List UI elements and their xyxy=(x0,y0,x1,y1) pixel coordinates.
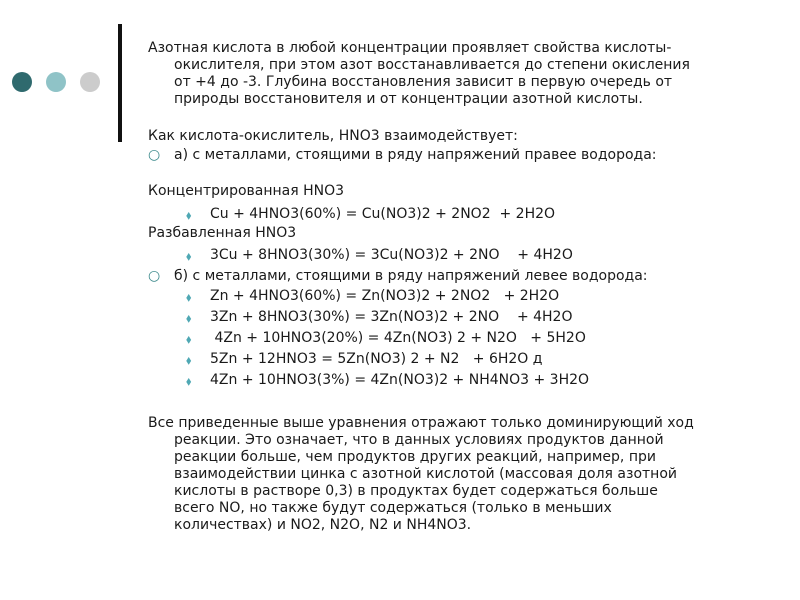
conclusion-paragraph: Все приведенные выше уравнения отражают только доминирующий ход реакции. Это означает, что в данных условиях продуктов данной реакции больше, чем продуктов других реакций, например, при взаимодействии цинка с азотной кислотой (массовая доля азотной кислоты в растворе 0,3) в продуктах будет содержаться больше всего NO, но также будут содержаться (только в меньших количествах) и NO2, N2O, N2 и NH4NO3. xyxy=(148,415,694,533)
dot-gray xyxy=(80,72,100,92)
dot-dark xyxy=(12,72,32,92)
equation-text: 4Zn + 10HNO3(3%) = 4Zn(NO3)2 + NH4NO3 + 3H2O xyxy=(210,372,590,388)
equation-zn-5 xyxy=(148,370,778,391)
case-b-item xyxy=(148,266,778,286)
case-b-text: б) с металлами, стоящими в ряду напряжений левее водорода: xyxy=(174,267,648,284)
dot-light xyxy=(46,72,66,92)
case-a-item xyxy=(148,145,778,165)
equation-text: 5Zn + 12HNO3 = 5Zn(NO3) 2 + N2 + 6H2O д xyxy=(210,351,543,367)
slide-content xyxy=(148,40,778,534)
concentrated-label: Концентрированная HNO3 xyxy=(148,183,345,199)
sub-bullet-icon: ⬧ xyxy=(186,207,192,222)
equation-zn-1 xyxy=(148,286,778,307)
sub-bullet-icon: ⬧ xyxy=(186,310,192,325)
equation-text: Zn + 4HNO3(60%) = Zn(NO3)2 + 2NO2 + 2H2O xyxy=(210,288,560,304)
bullet-icon: ○ xyxy=(148,147,161,163)
sub-bullet-icon: ⬧ xyxy=(186,289,192,304)
dilute-label: Разбавленная HNO3 xyxy=(148,225,297,241)
equation-cu-dilute xyxy=(148,245,778,266)
sub-bullet-icon: ⬧ xyxy=(186,373,192,388)
equation-zn-4 xyxy=(148,349,778,370)
decorative-dots xyxy=(12,72,100,92)
intro-paragraph: Азотная кислота в любой концентрации проявляет свойства кислоты- окислителя, при этом азот восстанавливается до степени окисления от +4 до -3. Глубина восстановления зависит в первую очередь от природы восстановителя и от концентрации азотной кислоты. xyxy=(148,40,690,107)
equation-text: Cu + 4HNO3(60%) = Cu(NO3)2 + 2NO2 + 2H2O xyxy=(210,206,556,222)
equation-cu-concentrated xyxy=(148,204,778,225)
bullet-icon: ○ xyxy=(148,268,161,284)
sub-bullet-icon: ⬧ xyxy=(186,331,192,346)
equation-text: 3Cu + 8HNO3(30%) = 3Cu(NO3)2 + 2NO + 4H2O xyxy=(210,247,573,263)
equation-zn-2 xyxy=(148,307,778,328)
equation-text: 3Zn + 8HNO3(30%) = 3Zn(NO3)2 + 2NO + 4H2O xyxy=(210,309,573,325)
oxidizer-heading: Как кислота-окислитель, HNO3 взаимодействует: xyxy=(148,128,518,144)
sub-bullet-icon: ⬧ xyxy=(186,248,192,263)
equation-text: 4Zn + 10HNO3(20%) = 4Zn(NO3) 2 + N2O + 5H2O xyxy=(210,330,586,346)
case-a-text: а) с металлами, стоящими в ряду напряжений правее водорода: xyxy=(174,146,657,163)
sub-bullet-icon: ⬧ xyxy=(186,352,192,367)
equation-zn-3 xyxy=(148,328,778,349)
vertical-divider xyxy=(118,24,122,142)
